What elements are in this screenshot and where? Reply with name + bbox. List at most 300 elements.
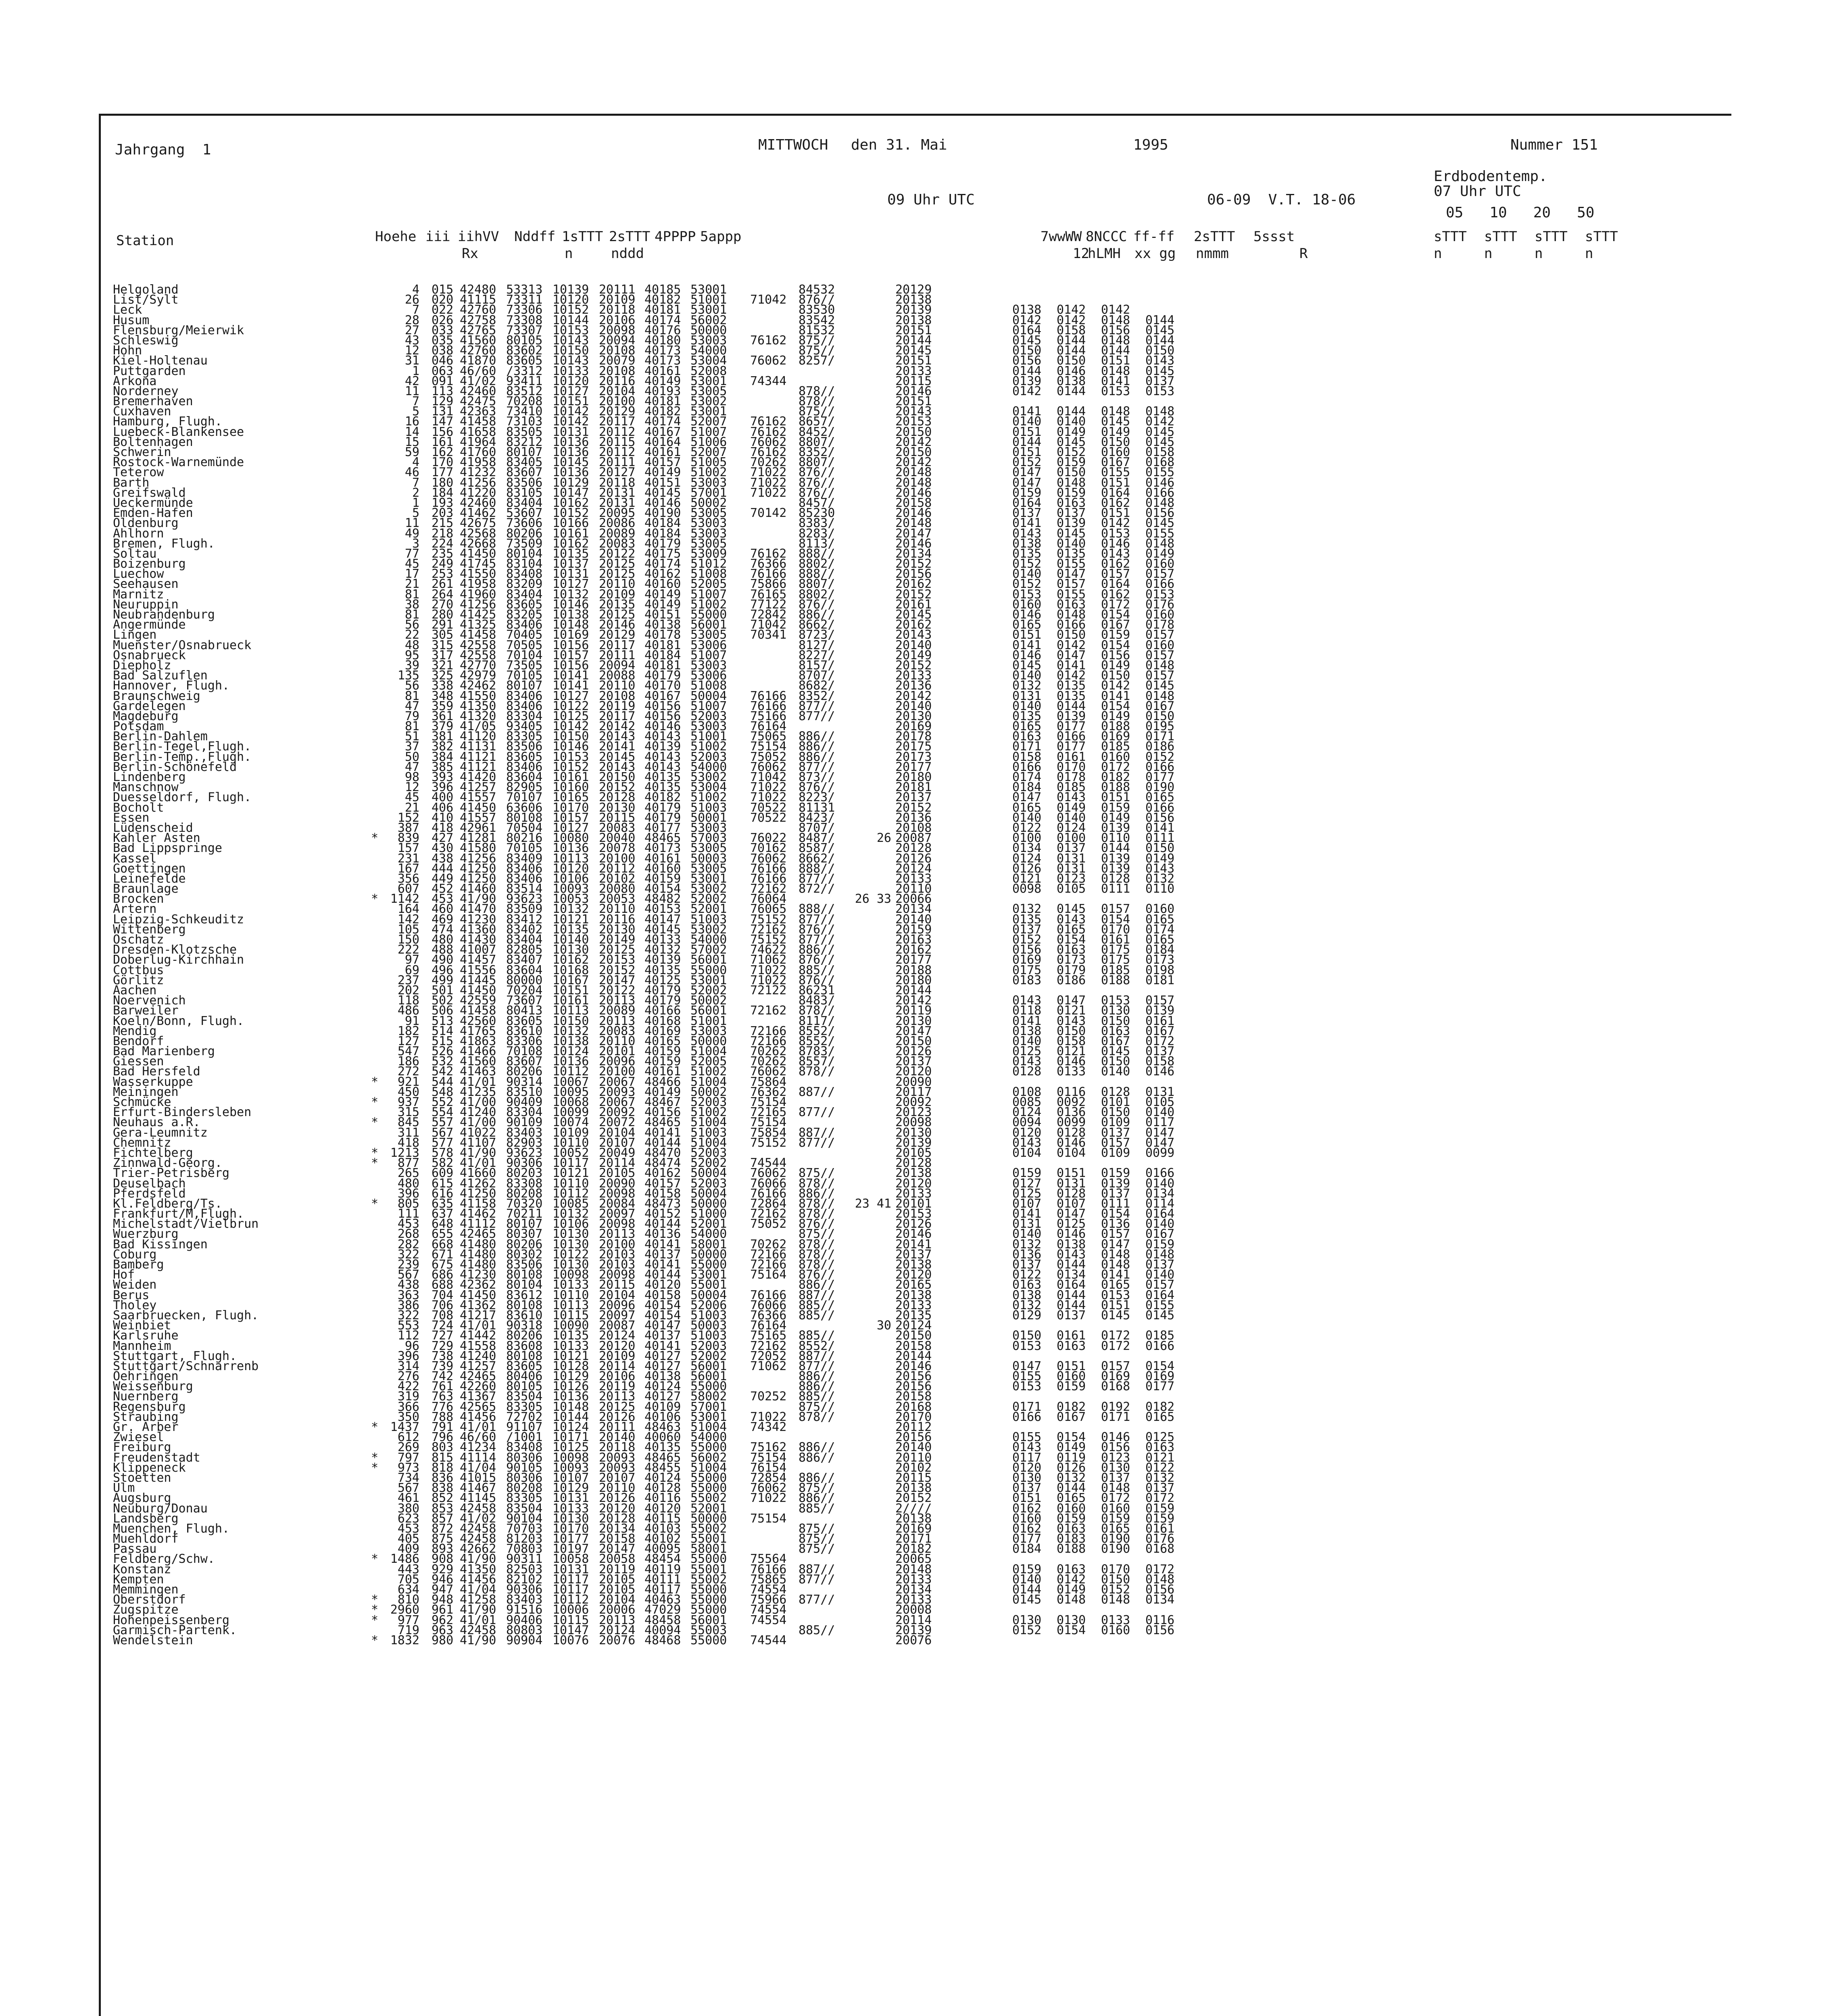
cell-station-name: Norderney — [113, 384, 179, 398]
cell-2sttt-b: 20148 — [895, 516, 932, 531]
cell-soil-20: 0109 — [1101, 1145, 1130, 1160]
cell-4pppp: 40151 — [644, 608, 681, 622]
cell-soil-50: 0176 — [1145, 597, 1175, 612]
cell-soil-50: 0143 — [1145, 861, 1175, 876]
cell-soil-10: 0163 — [1057, 943, 1086, 957]
cell-soil-05: 0156 — [1012, 943, 1042, 957]
cell-4pppp: 40151 — [644, 475, 681, 490]
cell-5appp: 50000 — [690, 1196, 727, 1211]
cell-station-name: Angermünde — [113, 618, 186, 632]
cell-4pppp: 48482 — [644, 892, 681, 906]
cell-soil-05: 0147 — [1012, 475, 1042, 490]
cell-2sttt-b: 20139 — [895, 1135, 932, 1150]
cell-soil-10: 0142 — [1057, 313, 1086, 327]
cell-5appp: 53002 — [690, 882, 727, 896]
cell-1sttt: 10085 — [553, 1196, 589, 1211]
cell-1sttt: 10095 — [553, 1085, 589, 1099]
cell-5appp: 53003 — [690, 333, 727, 348]
cell-soil-20: 0146 — [1101, 1430, 1130, 1445]
cell-5appp: 57002 — [690, 943, 727, 957]
cell-soil-20: 0150 — [1101, 669, 1130, 683]
cell-soil-10: 0150 — [1057, 1024, 1086, 1038]
cell-soil-10: 0163 — [1057, 496, 1086, 510]
cell-soil-05: 0137 — [1012, 506, 1042, 521]
cell-station-name: Neubrandenburg — [113, 608, 215, 622]
cell-2sttt: 20118 — [599, 1440, 636, 1455]
cell-soil-50: 0140 — [1145, 1105, 1175, 1120]
cell-7wwww: 71022 — [750, 1410, 787, 1424]
col-2sttt-sub: nddd — [611, 246, 644, 262]
cell-5appp: 51007 — [690, 587, 727, 602]
cell-soil-20: 0154 — [1101, 699, 1130, 713]
cell-nddff: 83602 — [506, 344, 543, 358]
cell-iii: 315 — [432, 638, 454, 652]
cell-2sttt: 20078 — [599, 841, 636, 856]
cell-station-name: Goettingen — [113, 861, 186, 876]
cell-soil-50: 0176 — [1145, 1532, 1175, 1546]
cell-5appp: 55000 — [690, 1440, 727, 1455]
cell-soil-50: 0114 — [1145, 1196, 1175, 1211]
cell-8nccc: 886// — [799, 608, 835, 622]
cell-8nccc: 878// — [799, 394, 835, 409]
cell-soil-50: 0134 — [1145, 1186, 1175, 1201]
cell-nddff: 80208 — [506, 1186, 543, 1201]
cell-soil-50: 0165 — [1145, 1410, 1175, 1424]
cell-hoehe: 409 — [397, 1542, 419, 1556]
cell-station-name: Oschatz — [113, 933, 164, 947]
cell-mountain-marker: * — [371, 1613, 379, 1627]
cell-4pppp: 40141 — [644, 1237, 681, 1252]
cell-2sttt-b: 20098 — [895, 1115, 932, 1130]
cell-soil-05: 0162 — [1012, 1501, 1042, 1516]
cell-iihvv: 42758 — [460, 313, 496, 327]
cell-soil-50: 0165 — [1145, 933, 1175, 947]
cell-8nccc: 83542 — [799, 313, 835, 327]
cell-8nccc: 886// — [799, 1450, 835, 1465]
cell-iii: 791 — [432, 1420, 454, 1434]
cell-soil-10: 0154 — [1057, 933, 1086, 947]
cell-soil-10: 0099 — [1057, 1115, 1086, 1130]
cell-2sttt-b: 20149 — [895, 648, 932, 662]
cell-soil-10: 0179 — [1057, 963, 1086, 977]
cell-mountain-marker: * — [371, 1156, 379, 1170]
cell-soil-05: 0143 — [1012, 1440, 1042, 1455]
cell-soil-05: 0165 — [1012, 800, 1042, 815]
col-soil-10-sub: n — [1484, 246, 1493, 262]
cell-station-name: Tholey — [113, 1298, 157, 1312]
cell-soil-10: 0140 — [1057, 810, 1086, 825]
cell-7wwww: 72162 — [750, 1339, 787, 1353]
col-iii: iii — [425, 229, 450, 245]
cell-nddff: 80206 — [506, 1237, 543, 1252]
cell-soil-10: 0135 — [1057, 546, 1086, 561]
cell-iii: 853 — [432, 1501, 454, 1516]
cell-iihvv: 41467 — [460, 1481, 496, 1495]
cell-iii: 686 — [432, 1268, 454, 1282]
cell-soil-10: 0135 — [1057, 679, 1086, 693]
cell-iii: 724 — [432, 1318, 454, 1333]
cell-2sttt-b: 20153 — [895, 414, 932, 429]
cell-4pppp: 40159 — [644, 1044, 681, 1059]
cell-8nccc: 876// — [799, 465, 835, 480]
cell-hoehe: 112 — [397, 1329, 419, 1343]
cell-1sttt: 10106 — [553, 871, 589, 886]
cell-soil-05: 0121 — [1012, 871, 1042, 886]
cell-soil-50: 0166 — [1145, 760, 1175, 774]
cell-1sttt: 10115 — [553, 1613, 589, 1627]
cell-soil-20: 0149 — [1101, 810, 1130, 825]
cell-4pppp: 40182 — [644, 790, 681, 805]
cell-soil-05: 0151 — [1012, 628, 1042, 642]
cell-iii: 675 — [432, 1258, 454, 1272]
cell-8nccc: 8807/ — [799, 577, 835, 591]
cell-8nccc: 887// — [799, 1288, 835, 1302]
cell-2sttt-b: 20161 — [895, 597, 932, 612]
cell-soil-50: 0132 — [1145, 871, 1175, 886]
col-soil-50: sTTT — [1585, 229, 1618, 245]
cell-ffff: 26 — [876, 831, 891, 846]
cell-1sttt: 10153 — [553, 323, 589, 337]
cell-soil-05: 0169 — [1012, 953, 1042, 967]
col-7wwww: 7wwWW — [1041, 229, 1082, 245]
cell-8nccc: 876// — [799, 953, 835, 967]
cell-iii: 180 — [432, 475, 454, 490]
cell-nddff: 90109 — [506, 1115, 543, 1130]
cell-2sttt-b: 20092 — [895, 1095, 932, 1109]
cell-4pppp: 40181 — [644, 638, 681, 652]
cell-soil-05: 0152 — [1012, 557, 1042, 571]
cell-iihvv: 41580 — [460, 841, 496, 856]
cell-5appp: 57001 — [690, 1400, 727, 1414]
cell-station-name: Luebeck-Blankensee — [113, 425, 244, 439]
cell-hoehe: 4 — [412, 283, 419, 297]
cell-8nccc: 878// — [799, 1247, 835, 1262]
cell-soil-20: 0148 — [1101, 1247, 1130, 1262]
cell-hoehe: 17 — [405, 567, 419, 581]
cell-soil-05: 0163 — [1012, 729, 1042, 744]
cell-4pppp: 40146 — [644, 719, 681, 734]
cell-nddff: 80108 — [506, 1349, 543, 1363]
cell-2sttt-b: 20177 — [895, 760, 932, 774]
cell-4pppp: 40167 — [644, 425, 681, 439]
cell-2sttt: 20105 — [599, 1583, 636, 1597]
cell-station-name: Essen — [113, 810, 150, 825]
cell-8nccc: 878// — [799, 1176, 835, 1191]
cell-5appp: 54000 — [690, 344, 727, 358]
cell-station-name: Stuttgart, Flugh. — [113, 1349, 237, 1363]
cell-hoehe: 21 — [405, 800, 419, 815]
cell-8nccc: 877// — [799, 1135, 835, 1150]
cell-station-name: Potsdam — [113, 719, 164, 734]
cell-station-name: Schleswig — [113, 333, 179, 348]
cell-7wwww: 77122 — [750, 597, 787, 612]
cell-2sttt: 20135 — [599, 597, 636, 612]
cell-7wwww: 71022 — [750, 973, 787, 987]
cell-2sttt: 20130 — [599, 922, 636, 937]
cell-iihvv: 41/02 — [460, 1511, 496, 1526]
cell-station-name: Schwerin — [113, 445, 171, 459]
cell-2sttt-b: 20146 — [895, 1359, 932, 1373]
cell-nddff: 83308 — [506, 1176, 543, 1191]
cell-iihvv: 41/01 — [460, 1075, 496, 1089]
col-5appp: 5appp — [700, 229, 742, 245]
cell-nddff: 83505 — [506, 425, 543, 439]
cell-7wwww: 76166 — [750, 1562, 787, 1577]
cell-soil-50: 0105 — [1145, 1095, 1175, 1109]
cell-7wwww: 71022 — [750, 790, 787, 805]
cell-soil-20: 0164 — [1101, 577, 1130, 591]
cell-2sttt: 20115 — [599, 1278, 636, 1292]
cell-1sttt: 10162 — [553, 536, 589, 551]
cell-soil-10: 0151 — [1057, 1166, 1086, 1181]
cell-nddff: 83406 — [506, 618, 543, 632]
cell-2sttt-b: 20130 — [895, 1014, 932, 1028]
cell-1sttt: 10141 — [553, 679, 589, 693]
cell-iihvv: 41015 — [460, 1470, 496, 1485]
cell-soil-05: 0135 — [1012, 546, 1042, 561]
cell-hoehe: 805 — [397, 1196, 419, 1211]
cell-8nccc: 8807/ — [799, 455, 835, 470]
cell-soil-05: 0125 — [1012, 1044, 1042, 1059]
cell-7wwww: 74554 — [750, 1613, 787, 1627]
cell-7wwww: 70522 — [750, 800, 787, 815]
cell-4pppp: 40127 — [644, 1359, 681, 1373]
cell-soil-05: 0124 — [1012, 851, 1042, 866]
cell-soil-05: 0139 — [1012, 374, 1042, 388]
cell-2sttt-b: 20171 — [895, 1532, 932, 1546]
cell-hoehe: 265 — [397, 1166, 419, 1181]
cell-nddff: 83406 — [506, 861, 543, 876]
cell-2sttt: 20113 — [599, 1014, 636, 1028]
cell-2sttt: 20087 — [599, 1318, 636, 1333]
cell-soil-10: 0138 — [1057, 374, 1086, 388]
cell-soil-05: 0147 — [1012, 465, 1042, 480]
cell-2sttt: 20119 — [599, 699, 636, 713]
cell-soil-10: 0148 — [1057, 608, 1086, 622]
cell-iihvv: 41256 — [460, 851, 496, 866]
cell-8nccc: 8352/ — [799, 689, 835, 703]
cell-nddff: 73607 — [506, 993, 543, 1008]
cell-2sttt-b: 20158 — [895, 496, 932, 510]
cell-5appp: 51007 — [690, 648, 727, 662]
cell-2sttt: 20097 — [599, 1207, 636, 1221]
cell-5appp: 51002 — [690, 465, 727, 480]
cell-station-name: Braunschweig — [113, 689, 200, 703]
cell-8nccc: 885// — [799, 1389, 835, 1404]
cell-4pppp: 40120 — [644, 1501, 681, 1516]
cell-nddff: 80203 — [506, 1166, 543, 1181]
cell-iii: 280 — [432, 608, 454, 622]
cell-5appp: 52003 — [690, 709, 727, 723]
cell-soil-50: 0147 — [1145, 1125, 1175, 1140]
cell-mountain-marker: * — [371, 1095, 379, 1109]
cell-5appp: 58002 — [690, 1389, 727, 1404]
cell-station-name: Emden-Hafen — [113, 506, 193, 521]
cell-soil-10: 0140 — [1057, 536, 1086, 551]
cell-station-name: Pferdsfeld — [113, 1186, 186, 1201]
cell-soil-10: 0105 — [1057, 882, 1086, 896]
cell-4pppp: 40149 — [644, 374, 681, 388]
cell-7wwww: 76062 — [750, 1064, 787, 1079]
cell-4pppp: 40154 — [644, 882, 681, 896]
cell-station-name: Flensburg/Meierwik — [113, 323, 244, 337]
cell-station-name: Weissenburg — [113, 1379, 193, 1394]
cell-nddff: 80108 — [506, 810, 543, 825]
cell-1sttt: 10144 — [553, 313, 589, 327]
cell-hoehe: 135 — [397, 669, 419, 683]
cell-iihvv: 41456 — [460, 1410, 496, 1424]
cell-soil-10: 0150 — [1057, 354, 1086, 368]
cell-hoehe: 405 — [397, 1532, 419, 1546]
cell-hoehe: 356 — [397, 871, 419, 886]
cell-iii: 738 — [432, 1349, 454, 1363]
cell-2sttt-b: 20139 — [895, 303, 932, 317]
cell-hoehe: 22 — [405, 628, 419, 642]
cell-soil-20: 0163 — [1101, 1024, 1130, 1038]
cell-5appp: 52008 — [690, 364, 727, 378]
cell-4pppp: 48458 — [644, 1613, 681, 1627]
cell-iii: 418 — [432, 821, 454, 835]
cell-soil-20: 0123 — [1101, 1450, 1130, 1465]
cell-5appp: 52001 — [690, 1217, 727, 1231]
cell-hoehe: 7 — [412, 475, 419, 490]
cell-nddff: 73103 — [506, 414, 543, 429]
cell-1sttt: 10107 — [553, 1470, 589, 1485]
cell-iihvv: 41745 — [460, 557, 496, 571]
cell-hoehe: 47 — [405, 760, 419, 774]
cell-iii: 671 — [432, 1247, 454, 1262]
cell-soil-20: 0137 — [1101, 1186, 1130, 1201]
cell-iihvv: 41007 — [460, 943, 496, 957]
cell-nddff: 83205 — [506, 608, 543, 622]
cell-soil-10: 0134 — [1057, 1268, 1086, 1282]
cell-soil-20: 0165 — [1101, 1278, 1130, 1292]
cell-5appp: 58001 — [690, 1237, 727, 1252]
table-row — [113, 1635, 1726, 1645]
cell-soil-20: 0188 — [1101, 780, 1130, 795]
cell-station-name: Arkona — [113, 374, 157, 388]
cell-soil-10: 0182 — [1057, 1400, 1086, 1414]
cell-5appp: 51004 — [690, 1115, 727, 1130]
cell-soil-50: 0140 — [1145, 1268, 1175, 1282]
cell-nddff: 83605 — [506, 597, 543, 612]
cell-station-name: Hof — [113, 1268, 135, 1282]
cell-iihvv: 41462 — [460, 506, 496, 521]
cell-soil-20: 0157 — [1101, 902, 1130, 916]
cell-soil-05: 0122 — [1012, 1268, 1042, 1282]
cell-1sttt: 10080 — [553, 831, 589, 846]
cell-nddff: 83607 — [506, 1054, 543, 1069]
cell-iihvv: 42979 — [460, 669, 496, 683]
cell-2sttt-b: 20108 — [895, 821, 932, 835]
cell-7wwww: 75865 — [750, 1572, 787, 1587]
cell-soil-20: 0154 — [1101, 638, 1130, 652]
cell-8nccc: 886// — [799, 729, 835, 744]
cell-soil-20: 0151 — [1101, 790, 1130, 805]
cell-1sttt: 10146 — [553, 739, 589, 754]
cell-7wwww: 71022 — [750, 485, 787, 500]
cell-iihvv: 41760 — [460, 445, 496, 459]
cell-soil-05: 0138 — [1012, 1288, 1042, 1302]
cell-4pppp: 40162 — [644, 1166, 681, 1181]
col-5ssst: 5ssst — [1253, 229, 1295, 245]
cell-soil-50: 0111 — [1145, 831, 1175, 846]
cell-2sttt: 20107 — [599, 1135, 636, 1150]
cell-soil-10: 0166 — [1057, 729, 1086, 744]
cell-soil-20: 0167 — [1101, 1034, 1130, 1048]
cell-soil-05: 0151 — [1012, 425, 1042, 439]
cell-station-name: Erfurt-Bindersleben — [113, 1105, 252, 1120]
cell-soil-50: 0155 — [1145, 1298, 1175, 1312]
cell-5appp: 53001 — [690, 1268, 727, 1282]
cell-hoehe: 269 — [397, 1440, 419, 1455]
cell-7wwww: 75154 — [750, 1450, 787, 1465]
cell-soil-10: 0147 — [1057, 567, 1086, 581]
cell-8nccc: 885// — [799, 1501, 835, 1516]
cell-2sttt-b: 20178 — [895, 729, 932, 744]
cell-2sttt: 20110 — [599, 1034, 636, 1048]
cell-2sttt-b: 20156 — [895, 1369, 932, 1384]
cell-7wwww: 76022 — [750, 831, 787, 846]
cell-soil-05: 0135 — [1012, 912, 1042, 927]
cell-iii: 026 — [432, 313, 454, 327]
cell-soil-50: 0122 — [1145, 1460, 1175, 1475]
cell-2sttt: 20106 — [599, 313, 636, 327]
cell-1sttt: 10067 — [553, 1075, 589, 1089]
cell-iihvv: 41445 — [460, 973, 496, 987]
cell-iihvv: 42480 — [460, 283, 496, 297]
cell-iii: 490 — [432, 953, 454, 967]
cell-4pppp: 40170 — [644, 679, 681, 693]
cell-2sttt-b: 20115 — [895, 374, 932, 388]
cell-soil-05: 0177 — [1012, 1532, 1042, 1546]
cell-nddff: 83605 — [506, 750, 543, 764]
cell-4pppp: 40145 — [644, 485, 681, 500]
col-station: Station — [116, 233, 174, 249]
cell-4pppp: 47029 — [644, 1603, 681, 1617]
cell-7wwww: 72166 — [750, 1258, 787, 1272]
cell-station-name: Nuernberg — [113, 1389, 179, 1404]
cell-iihvv: 41420 — [460, 770, 496, 784]
cell-1sttt: 10197 — [553, 1542, 589, 1556]
cell-1sttt: 10130 — [553, 1511, 589, 1526]
cell-4pppp: 40173 — [644, 841, 681, 856]
cell-2sttt-b: 20144 — [895, 1349, 932, 1363]
cell-mountain-marker: * — [371, 892, 379, 906]
cell-station-name: Husum — [113, 313, 150, 327]
cell-iii: 161 — [432, 435, 454, 449]
cell-1sttt: 10130 — [553, 943, 589, 957]
cell-5appp: 53001 — [690, 871, 727, 886]
cell-iii: 852 — [432, 1491, 454, 1506]
cell-2sttt: 20109 — [599, 293, 636, 307]
cell-8nccc: 878// — [799, 1004, 835, 1018]
cell-2sttt-b: 20144 — [895, 983, 932, 998]
cell-4pppp: 40162 — [644, 567, 681, 581]
cell-8nccc: 886// — [799, 750, 835, 764]
cell-2sttt: 20124 — [599, 1623, 636, 1637]
cell-1sttt: 10150 — [553, 729, 589, 744]
cell-nddff: 80406 — [506, 1369, 543, 1384]
cell-iii: 147 — [432, 414, 454, 429]
cell-nddff: 80108 — [506, 1298, 543, 1312]
cell-soil-50: 0169 — [1145, 1369, 1175, 1384]
cell-iii: 776 — [432, 1400, 454, 1414]
weekday-label: MITTWOCH — [758, 137, 828, 153]
cell-iihvv: 42465 — [460, 1227, 496, 1241]
cell-1sttt: 10129 — [553, 1481, 589, 1495]
cell-5appp: 57003 — [690, 831, 727, 846]
